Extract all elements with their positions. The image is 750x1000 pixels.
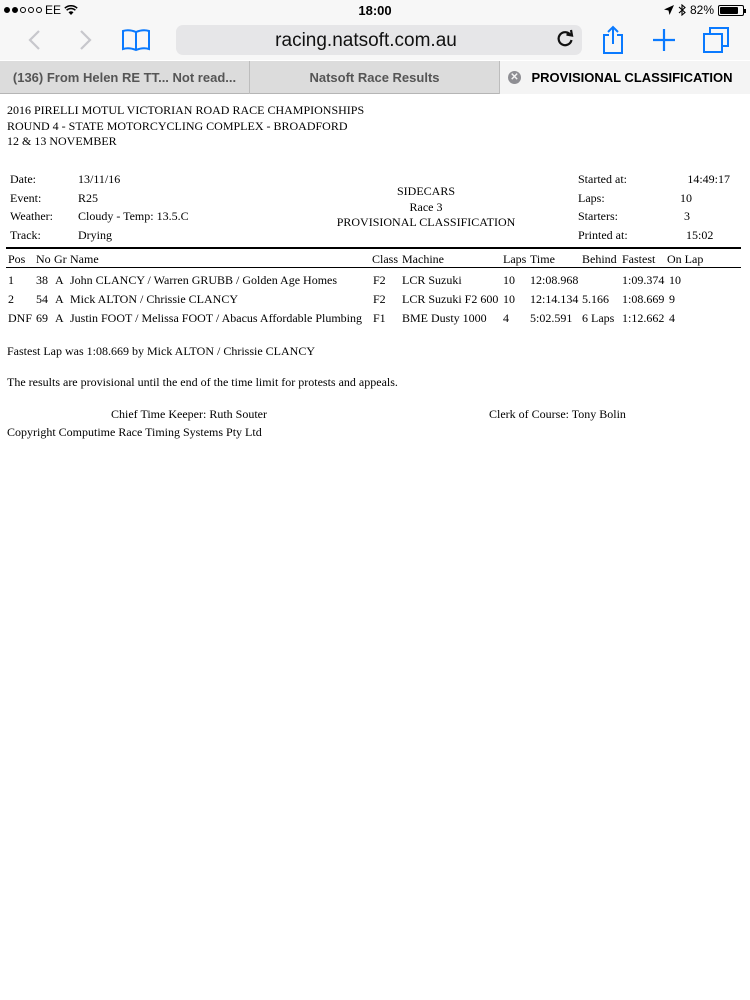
status-right <box>664 3 744 17</box>
tab-label: (136) From Helen RE TT... Not read... <box>12 70 237 85</box>
cell-pos: DNF <box>8 311 33 325</box>
clerk-of-course: Clerk of Course: Tony Bolin <box>489 407 626 421</box>
tab-provisional-classification[interactable] <box>500 61 750 94</box>
copyright: Copyright Computime Race Timing Systems Pty Ltd <box>7 425 262 439</box>
cell-name: John CLANCY / Warren GRUBB / Golden Age Homes <box>70 273 338 287</box>
class-title: SIDECARS <box>396 184 455 198</box>
cell-class: F2 <box>373 273 386 287</box>
weather-value: Cloudy - Temp: 13.5.C <box>78 209 189 223</box>
reload-icon <box>556 29 574 49</box>
tabs-overview-button[interactable] <box>698 24 734 56</box>
tab-natsoft-results[interactable] <box>250 61 500 94</box>
cell-fastest: 1:08.669 <box>622 292 665 306</box>
date-value: 13/11/16 <box>78 172 121 186</box>
cell-machine: LCR Suzuki F2 600 <box>402 292 499 306</box>
event-label: Event: <box>10 191 42 205</box>
cell-no: 54 <box>36 292 48 306</box>
cell-behind: 5.166 <box>582 292 609 306</box>
battery-fill <box>720 7 738 14</box>
url-text: racing.natsoft.com.au <box>275 30 457 51</box>
col-machine: Machine <box>402 252 444 266</box>
forward-button[interactable] <box>68 24 104 56</box>
chevron-right-icon <box>79 29 93 51</box>
cell-gr: A <box>55 273 64 287</box>
bluetooth-icon <box>678 4 686 16</box>
cell-machine: LCR Suzuki <box>402 273 462 287</box>
col-on-lap: On Lap <box>667 252 704 266</box>
fastest-lap-note: Fastest Lap was 1:08.669 by Mick ALTON / Chrissie CLANCY <box>7 344 315 358</box>
col-laps: Laps <box>503 252 527 266</box>
tab-email[interactable] <box>0 61 250 94</box>
cell-gr: A <box>55 292 64 306</box>
tab-bar <box>0 61 750 94</box>
chief-timekeeper: Chief Time Keeper: Ruth Souter <box>111 407 267 421</box>
date-label: Date: <box>10 172 36 186</box>
championship-title: 2016 PIRELLI MOTUL VICTORIAN ROAD RACE CHAMPIONSHIPS <box>7 103 365 117</box>
carrier-name: EE <box>45 3 62 17</box>
address-bar[interactable] <box>176 25 582 55</box>
cell-on-lap: 9 <box>669 292 675 306</box>
close-tab-icon[interactable]: ✕ <box>508 71 521 84</box>
cell-laps: 10 <box>503 273 515 287</box>
book-icon <box>121 28 151 52</box>
col-name: Name <box>70 252 99 266</box>
col-pos: Pos <box>8 252 26 266</box>
location-arrow-icon <box>664 5 674 15</box>
race-number: Race 3 <box>409 200 443 214</box>
classification-title: PROVISIONAL CLASSIFICATION <box>336 215 516 229</box>
event-value: R25 <box>78 191 99 205</box>
provisional-notice: The results are provisional until the end of the time limit for protests and appeals. <box>7 375 398 389</box>
new-tab-button[interactable] <box>646 24 682 56</box>
reload-button[interactable] <box>556 29 574 54</box>
share-button[interactable] <box>595 24 631 56</box>
battery-icon <box>718 5 744 16</box>
battery-percent: 82% <box>689 3 714 17</box>
cell-no: 69 <box>36 311 48 325</box>
col-time: Time <box>530 252 555 266</box>
col-gr: Gr <box>54 252 67 266</box>
col-fastest: Fastest <box>622 252 656 266</box>
cell-laps: 4 <box>503 311 509 325</box>
cell-no: 38 <box>36 273 48 287</box>
cell-fastest: 1:12.662 <box>622 311 665 325</box>
plus-icon <box>652 28 676 52</box>
cell-fastest: 1:09.374 <box>622 273 665 287</box>
track-label: Track: <box>10 228 41 242</box>
printed-value: 15:02 <box>686 228 714 242</box>
cell-gr: A <box>55 311 64 325</box>
cell-time: 12:08.968 <box>530 273 579 287</box>
cell-pos: 2 <box>8 292 14 306</box>
cell-machine: BME Dusty 1000 <box>402 311 487 325</box>
share-icon <box>601 25 625 55</box>
cell-pos: 1 <box>8 273 14 287</box>
cell-time: 5:02.591 <box>530 311 573 325</box>
cell-on-lap: 4 <box>669 311 675 325</box>
started-label: Started at: <box>578 172 627 186</box>
bookmarks-button[interactable] <box>118 24 154 56</box>
cell-class: F1 <box>373 311 386 325</box>
starters-label: Starters: <box>578 209 618 223</box>
laps-label: Laps: <box>578 191 605 205</box>
cell-laps: 10 <box>503 292 515 306</box>
tab-label: PROVISIONAL CLASSIFICATION <box>531 70 733 85</box>
weather-label: Weather: <box>10 209 54 223</box>
tab-label: Natsoft Race Results <box>309 70 440 85</box>
col-behind: Behind <box>582 252 617 266</box>
back-button[interactable] <box>16 24 52 56</box>
chevron-left-icon <box>27 29 41 51</box>
cell-time: 12:14.134 <box>530 292 579 306</box>
track-value: Drying <box>78 228 112 242</box>
event-dates: 12 & 13 NOVEMBER <box>7 134 117 148</box>
status-bar <box>0 0 750 22</box>
browser-toolbar <box>0 22 750 60</box>
cell-name: Justin FOOT / Melissa FOOT / Abacus Affordable Plumbing <box>70 311 363 325</box>
header-divider <box>6 247 741 249</box>
cell-name: Mick ALTON / Chrissie CLANCY <box>70 292 239 306</box>
col-class: Class <box>372 252 399 266</box>
clock: 18:00 <box>358 3 392 18</box>
round-title: ROUND 4 - STATE MOTORCYCLING COMPLEX - BROADFORD <box>7 119 348 133</box>
starters-value: 3 <box>684 209 690 223</box>
started-value: 14:49:17 <box>687 172 730 186</box>
cell-behind: 6 Laps <box>582 311 615 325</box>
cell-on-lap: 10 <box>669 273 681 287</box>
printed-label: Printed at: <box>578 228 628 242</box>
col-no: No <box>36 252 51 266</box>
table-header-divider <box>6 267 741 268</box>
laps-value: 10 <box>680 191 692 205</box>
tabs-icon <box>702 26 730 54</box>
cell-class: F2 <box>373 292 386 306</box>
